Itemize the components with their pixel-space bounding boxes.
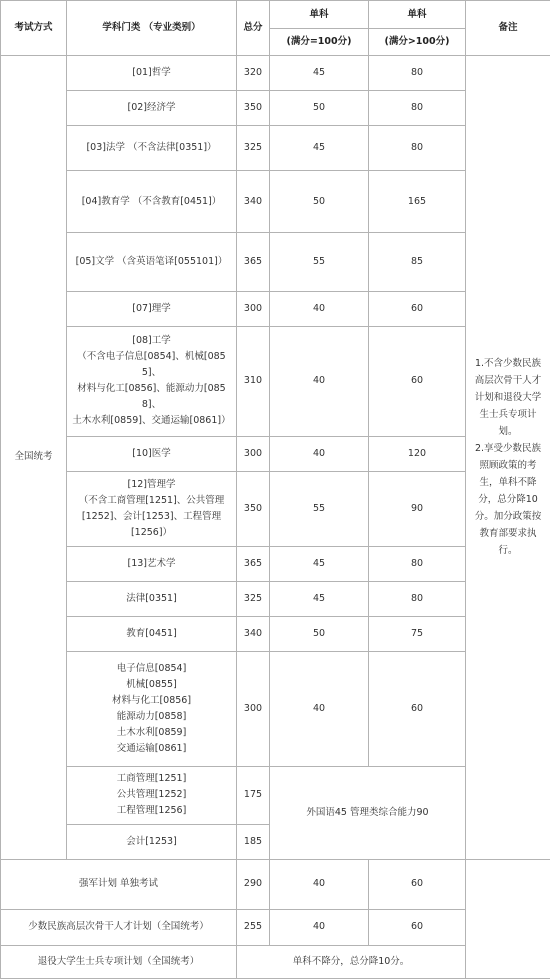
header-remark: 备注 — [466, 1, 550, 56]
single-100-cell: 55 — [270, 233, 369, 291]
remark-empty-cell — [466, 859, 550, 978]
single-100plus-cell: 85 — [369, 233, 466, 291]
total-score-cell: 175 — [237, 767, 270, 824]
category-line: [08]工学 — [132, 335, 171, 347]
total-score-cell: 310 — [237, 326, 270, 436]
category-cell: [01]哲学 — [67, 56, 237, 91]
category-line: 材料与化工[0856] — [111, 695, 192, 707]
single-100plus-cell: 75 — [369, 617, 466, 652]
category-cell: [10]医学 — [67, 436, 237, 471]
category-line: 土木水利[0859] — [116, 727, 187, 739]
header-single100plus-title: 单科 — [369, 1, 466, 29]
special-plan-cell: 少数民族高层次骨干人才计划（全国统考） — [1, 909, 237, 945]
single-100plus-cell: 80 — [369, 582, 466, 617]
category-line: （不含工商管理[1251]、公共管理 — [78, 494, 225, 506]
total-score-cell: 320 — [237, 56, 270, 91]
category-line: 工程管理[1256] — [116, 805, 187, 817]
total-score-cell: 300 — [237, 652, 270, 767]
special-plan-cell: 退役大学生士兵专项计划（全国统考） — [1, 945, 237, 978]
single-100plus-cell: 120 — [369, 436, 466, 471]
category-line: 材料与化工[0856]、能源动力[0858]、 — [77, 383, 226, 411]
category-line: 能源动力[0858] — [116, 711, 187, 723]
category-cell — [67, 471, 237, 546]
header-row-1 — [1, 1, 550, 29]
header-total: 总分 — [237, 1, 270, 56]
remark-line: 计划和退役大学 — [474, 392, 542, 404]
single-100plus-cell: 80 — [369, 126, 466, 171]
single-100-cell: 40 — [270, 436, 369, 471]
category-line: 土木水利[0859]、交通运输[0861]） — [72, 415, 231, 427]
single-100-cell: 45 — [270, 547, 369, 582]
single-100plus-cell: 80 — [369, 56, 466, 91]
single-100-cell: 40 — [270, 652, 369, 767]
category-cell: [04]教育学 （不含教育[0451]） — [67, 171, 237, 233]
single-100-cell: 55 — [270, 471, 369, 546]
total-score-cell: 325 — [237, 582, 270, 617]
category-line: 机械[0855] — [126, 679, 177, 691]
single-100plus-cell: 80 — [369, 91, 466, 126]
total-score-cell: 300 — [237, 291, 270, 326]
category-cell: 法律[0351] — [67, 582, 237, 617]
single-100-cell: 40 — [270, 909, 369, 945]
category-line: 电子信息[0854] — [116, 663, 187, 675]
veteran-note-cell: 单科不降分，总分降10分。 — [237, 945, 466, 978]
single-100plus-cell: 60 — [369, 326, 466, 436]
total-score-cell: 340 — [237, 171, 270, 233]
category-line: [1256]） — [130, 526, 173, 538]
remark-line: 生士兵专项计 — [479, 409, 537, 421]
single-100-cell: 40 — [270, 859, 369, 909]
single-100-cell: 45 — [270, 126, 369, 171]
total-score-cell: 365 — [237, 233, 270, 291]
category-cell: [07]理学 — [67, 291, 237, 326]
category-cell — [67, 824, 237, 859]
category-cell — [67, 326, 237, 436]
remark-line: 照顾政策的考 — [479, 460, 537, 472]
single-100plus-cell: 60 — [369, 859, 466, 909]
single-100plus-cell: 60 — [369, 909, 466, 945]
total-score-cell: 300 — [237, 436, 270, 471]
total-score-cell: 350 — [237, 471, 270, 546]
single-100plus-cell: 60 — [369, 291, 466, 326]
remark-line: 划。 — [498, 426, 518, 438]
header-category: 学科门类 （专业类别） — [67, 1, 237, 56]
category-cell: 教育[0451] — [67, 617, 237, 652]
category-cell: [05]文学 （含英语笔译[055101]） — [67, 233, 237, 291]
single-100-cell: 50 — [270, 171, 369, 233]
header-method: 考试方式 — [1, 1, 67, 56]
category-cell: [03]法学 （不含法律[0351]） — [67, 126, 237, 171]
header-single100-sub: (满分=100分) — [270, 29, 369, 56]
table-row — [1, 56, 550, 91]
mba-single-score-cell: 外国语45 管理类综合能力90 — [270, 767, 466, 859]
category-line: （不含电子信息[0854]、机械[0855]、 — [77, 351, 226, 379]
single-100plus-cell: 60 — [369, 652, 466, 767]
single-100plus-cell: 165 — [369, 171, 466, 233]
category-line: [12]管理学 — [127, 478, 176, 490]
single-100plus-cell: 80 — [369, 547, 466, 582]
total-score-cell: 340 — [237, 617, 270, 652]
remark-line: 2.享受少数民族 — [474, 443, 542, 455]
remark-line: 生，单科不降 — [479, 477, 537, 489]
remark-line: 高层次骨干人才 — [474, 375, 542, 387]
remark-line: 教育部要求执 — [479, 528, 537, 540]
category-cell — [67, 767, 237, 824]
total-score-cell: 255 — [237, 909, 270, 945]
single-100-cell: 45 — [270, 582, 369, 617]
category-line: 公共管理[1252] — [116, 789, 187, 801]
single-100plus-cell: 90 — [369, 471, 466, 546]
remark-cell — [466, 56, 550, 860]
remark-line: 分，总分降10 — [478, 494, 538, 506]
remark-line: 分。加分政策按 — [474, 511, 542, 523]
exam-method-cell: 全国统考 — [1, 56, 67, 860]
total-score-cell: 185 — [237, 824, 270, 859]
category-line: [1252]、会计[1253]、工程管理 — [81, 510, 222, 522]
special-plan-cell: 强军计划 单独考试 — [1, 859, 237, 909]
total-score-cell: 350 — [237, 91, 270, 126]
total-score-cell: 325 — [237, 126, 270, 171]
category-cell — [67, 652, 237, 767]
total-score-cell: 365 — [237, 547, 270, 582]
header-single100plus-sub: (满分>100分) — [369, 29, 466, 56]
remark-line: 行。 — [498, 545, 518, 557]
single-100-cell: 40 — [270, 326, 369, 436]
remark-line: 1.不含少数民族 — [474, 358, 542, 370]
single-100-cell: 50 — [270, 617, 369, 652]
category-line: 交通运输[0861] — [116, 743, 187, 755]
header-single100-title: 单科 — [270, 1, 369, 29]
category-line: 工商管理[1251] — [116, 773, 187, 785]
single-100-cell: 45 — [270, 56, 369, 91]
category-cell: [02]经济学 — [67, 91, 237, 126]
single-100-cell: 50 — [270, 91, 369, 126]
single-100-cell: 40 — [270, 291, 369, 326]
category-cell: [13]艺术学 — [67, 547, 237, 582]
table-row — [1, 859, 550, 909]
category-line: 会计[1253] — [126, 835, 177, 847]
total-score-cell: 290 — [237, 859, 270, 909]
